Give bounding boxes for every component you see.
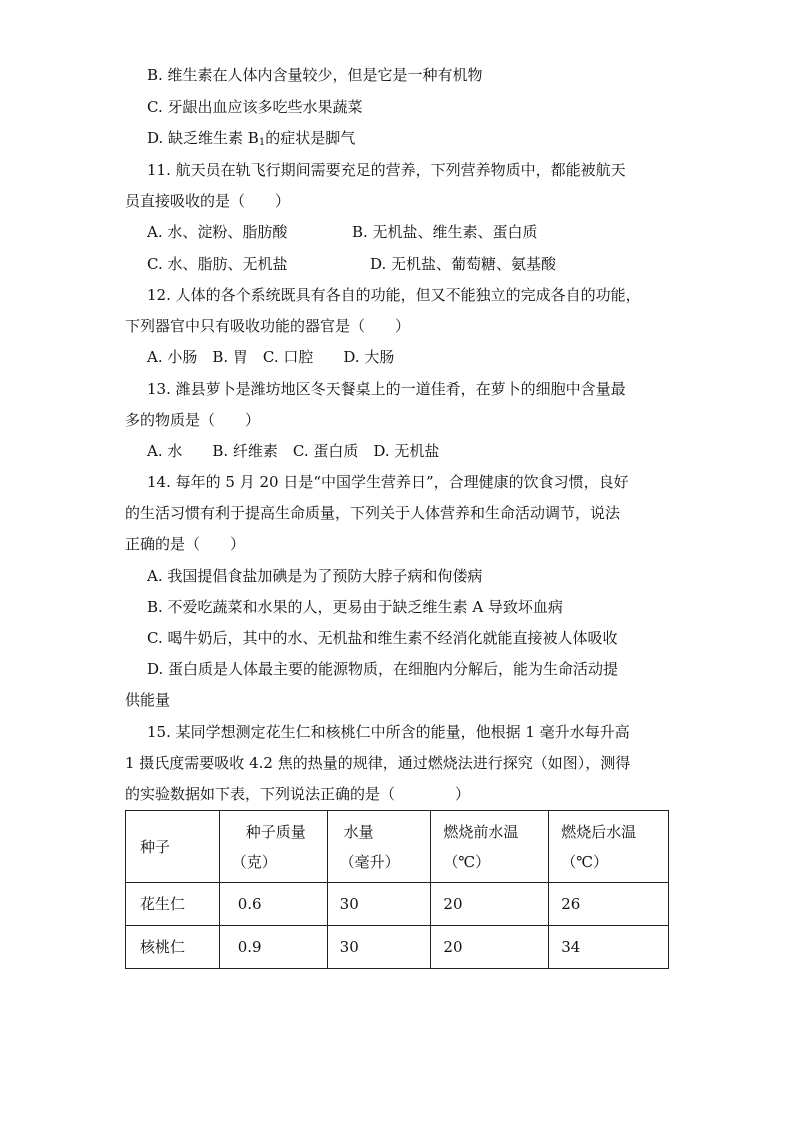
question-14-line-1: 14. 每年的 5 月 20 日是“中国学生营养日”，合理健康的饮食习惯，良好 — [147, 473, 629, 491]
question-14-option-d-line-1: D. 蛋白质是人体最主要的能源物质，在细胞内分解后，能为生命活动提 — [147, 660, 619, 678]
table-cell: 花生仁 — [126, 883, 220, 926]
header-cell-seed — [126, 811, 220, 883]
question-11-option-b: B. 无机盐、维生素、蛋白质 — [352, 223, 538, 241]
question-14-option-b: B. 不爱吃蔬菜和水果的人，更易由于缺乏维生素 A 导致坏血病 — [147, 598, 563, 616]
seed-energy-table — [125, 810, 669, 969]
table-cell: 34 — [549, 926, 669, 969]
header-cell-temp-before — [431, 811, 549, 883]
table-header-row — [126, 811, 669, 883]
header-mass-line2: （克） — [231, 852, 277, 871]
question-11-option-a: A. 水、淀粉、脂肪酸 — [147, 223, 288, 241]
header-water-line1: 水量 — [343, 822, 374, 841]
header-temp-after-line2: （℃） — [561, 852, 608, 871]
question-14-line-2: 的生活习惯有利于提高生命质量，下列关于人体营养和生命活动调节，说法 — [125, 504, 621, 522]
table-cell: 30 — [327, 883, 431, 926]
option-d-pre: D. 缺乏维生素 B — [147, 129, 259, 147]
question-14-line-3: 正确的是（ ） — [125, 535, 246, 553]
question-15-line-2: 1 摄氏度需要吸收 4.2 焦的热量的规律，通过燃烧法进行探究（如图），测得 — [125, 754, 631, 772]
header-cell-temp-after — [549, 811, 669, 883]
question-11-option-d: D. 无机盐、葡萄糖、氨基酸 — [370, 255, 557, 273]
header-temp-before-line1: 燃烧前水温 — [443, 822, 519, 841]
question-11-option-c: C. 水、脂肪、无机盐 — [147, 255, 288, 273]
question-12-line-1: 12. 人体的各个系统既具有各自的功能，但又不能独立的完成各自的功能， — [147, 286, 641, 304]
table-row — [126, 926, 669, 969]
question-14-option-c: C. 喝牛奶后，其中的水、无机盐和维生素不经消化就能直接被人体吸收 — [147, 629, 618, 647]
header-cell-mass — [219, 811, 327, 883]
header-cell-water — [327, 811, 431, 883]
option-d-beriberi-text — [147, 128, 355, 153]
question-15-line-1: 15. 某同学想测定花生仁和核桃仁中所含的能量，他根据 1 毫升水每升高 — [147, 723, 630, 741]
question-11-line-1: 11. 航天员在轨飞行期间需要充足的营养，下列营养物质中，都能被航天 — [147, 161, 626, 179]
table-cell: 0.6 — [219, 883, 327, 926]
question-12-line-2: 下列器官中只有吸收功能的器官是（ ） — [125, 317, 411, 335]
table-cell: 30 — [327, 926, 431, 969]
header-temp-before-line2: （℃） — [443, 852, 491, 871]
table-cell: 核桃仁 — [126, 926, 220, 969]
question-14-option-d-line-2: 供能量 — [125, 691, 171, 709]
table-cell: 26 — [549, 883, 669, 926]
header-seed-label: 种子 — [140, 837, 171, 856]
table-cell: 20 — [431, 926, 549, 969]
question-14-option-a: A. 我国提倡食盐加碘是为了预防大脖子病和佝偻病 — [147, 567, 483, 585]
question-15-line-3: 的实验数据如下表，下列说法正确的是（ ） — [125, 785, 471, 803]
option-c-gum-bleeding-text: C. 牙龈出血应该多吃些水果蔬菜 — [147, 98, 363, 116]
header-temp-after-line1: 燃烧后水温 — [561, 822, 637, 841]
option-d-subscript: 1 — [258, 137, 266, 148]
table-row — [126, 883, 669, 926]
question-13-options: A. 水 B. 纤维素 C. 蛋白质 D. 无机盐 — [147, 442, 440, 460]
header-water-line2: （毫升） — [339, 852, 400, 871]
table-cell: 20 — [431, 883, 549, 926]
table-cell: 0.9 — [219, 926, 327, 969]
question-12-options: A. 小肠 B. 胃 C. 口腔 D. 大肠 — [147, 348, 395, 366]
question-13-line-1: 13. 潍县萝卜是潍坊地区冬天餐桌上的一道佳肴，在萝卜的细胞中含量最 — [147, 380, 626, 398]
option-b-vitamin-text: B. 维生素在人体内含量较少，但是它是一种有机物 — [147, 66, 483, 84]
option-d-post: 的症状是脚气 — [265, 129, 356, 147]
question-11-line-2: 员直接吸收的是（ ） — [125, 192, 291, 210]
header-mass-line1: 种子质量 — [245, 822, 306, 841]
question-13-line-2: 多的物质是（ ） — [125, 411, 261, 429]
